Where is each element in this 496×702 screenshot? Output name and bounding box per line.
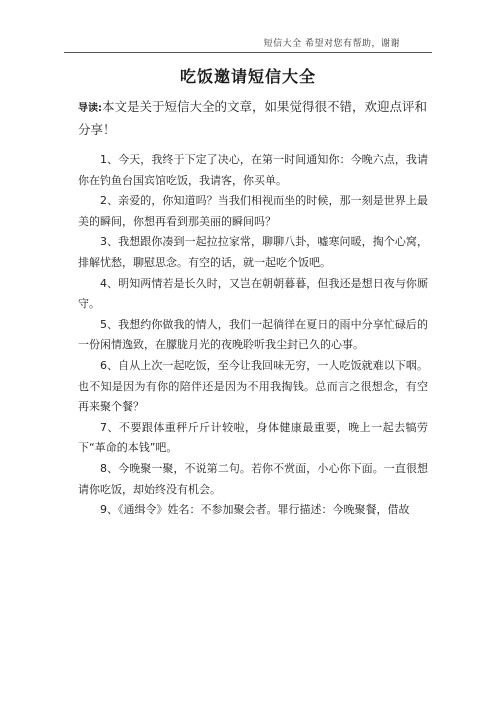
body-paragraph-9: 9、《通缉令》姓名：不参加聚会者。罪行描述：今晚聚餐，借故 xyxy=(100,503,410,517)
body-paragraph-8: 8、今晚聚一聚，不说第二句。若你不赏面，小心你下面。一直很想请你吃饭，却始终没有机会。 xyxy=(78,461,428,496)
header-divider xyxy=(64,52,432,53)
intro-label: 导读: xyxy=(78,103,102,114)
body-paragraph-2: 2、亲爱的，你知道吗？当我们相视而坐的时候，那一刻是世界上最美的瞬间，你想再看到那美丽的瞬间吗？ xyxy=(78,194,428,228)
body-paragraph-5: 5、我想约你做我的情人，我们一起徜徉在夏日的雨中分享忙碌后的一份闲情逸致，在朦胧月光的夜晚聆听我尘封已久的心事。 xyxy=(78,317,428,352)
document-body xyxy=(78,150,428,521)
body-paragraph-3: 3、我想跟你凑到一起拉拉家常，聊聊八卦，嘘寒问暖，掏个心窝，排解忧愁，聊慰思念。有空的话，就一起吃个饭吧。 xyxy=(78,235,428,269)
document-title: 吃饭邀请短信大全 xyxy=(179,67,316,86)
body-paragraph-6: 6、自从上次一起吃饭，至今让我回味无穷，一人吃饭就难以下咽。也不知是因为有你的陪伴还是因为不用我掏钱。总而言之很想念，有空再来聚个餐？ xyxy=(78,358,428,414)
body-paragraph-7: 7、不要跟体重秤斤斤计较啦，身体健康最重要，晚上一起去犒劳下“革命的本钱”吧。 xyxy=(78,420,428,455)
body-paragraph-1: 1、今天，我终于下定了决心，在第一时间通知你：今晚六点，我请你在钓鱼台国宾馆吃饭，我请客，你买单。 xyxy=(78,153,428,187)
intro-paragraph xyxy=(78,96,428,140)
page-header: 短信大全 希望对您有帮助，谢谢 xyxy=(263,39,400,49)
body-paragraph-4: 4、明知两情若是长久时，又岂在朝朝暮暮，但我还是想日夜与你厮守。 xyxy=(78,276,428,311)
intro-text: 本文是关于短信大全的文章，如果觉得很不错，欢迎点评和分享！ xyxy=(78,99,428,137)
